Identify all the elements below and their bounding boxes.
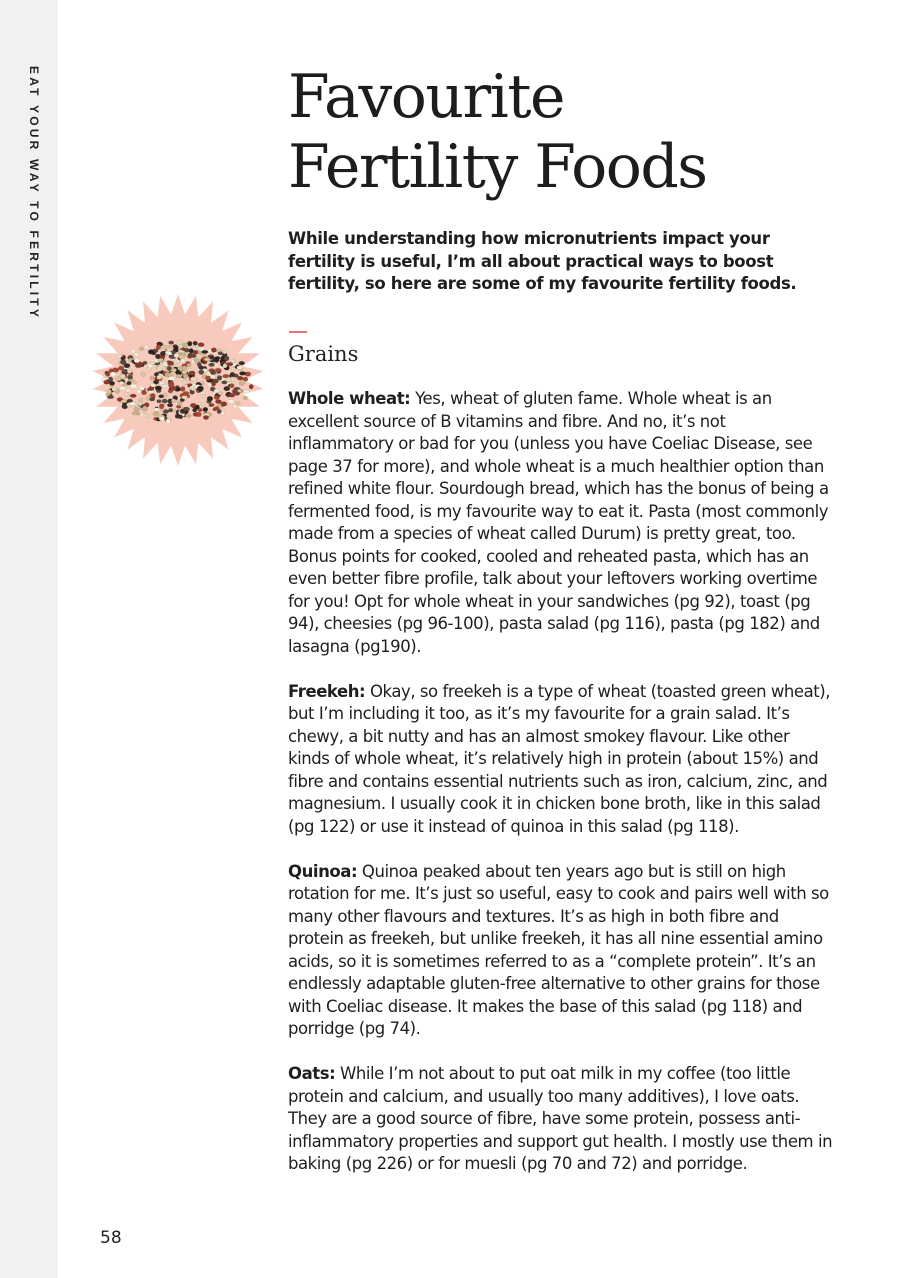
grain-seed	[180, 387, 185, 392]
grain-seed	[162, 345, 168, 350]
grain-seed	[156, 345, 161, 350]
grain-seed	[202, 350, 208, 353]
grain-seed	[144, 345, 149, 350]
grain-seed	[110, 372, 116, 377]
grain-seed	[209, 356, 214, 359]
grain-seed	[177, 401, 182, 406]
grain-seed	[169, 383, 175, 388]
grain-seed	[124, 393, 129, 397]
grain-seed	[197, 386, 203, 391]
grain-seed	[170, 372, 176, 376]
grain-seed	[129, 402, 136, 406]
grain-seed	[222, 349, 227, 354]
page-number: 58	[100, 1228, 122, 1248]
grain-seed	[162, 384, 168, 388]
grain-seed	[179, 355, 185, 359]
grain-seed	[143, 414, 148, 418]
grain-seed	[126, 388, 131, 392]
food-name: Whole wheat:	[288, 389, 411, 408]
grain-seed	[120, 386, 126, 390]
grain-seed	[243, 390, 250, 394]
grain-seed	[224, 386, 230, 391]
grain-seed	[182, 343, 188, 348]
running-title: EAT YOUR WAY TO FERTILITY	[27, 66, 41, 321]
grain-seed	[214, 389, 220, 392]
grain-seed	[182, 396, 188, 400]
page-title	[288, 62, 707, 202]
grain-seed	[154, 408, 159, 412]
grain-seed	[200, 403, 205, 406]
grain-seed	[118, 366, 124, 370]
grain-seed	[215, 368, 221, 372]
grain-seed	[159, 404, 164, 409]
grain-seed	[107, 395, 114, 398]
section-heading: Grains	[288, 342, 359, 366]
grain-seed	[239, 361, 245, 365]
grain-seed	[171, 399, 176, 403]
grain-seed	[180, 358, 185, 363]
grain-seed	[228, 399, 234, 403]
grain-seed	[131, 381, 136, 385]
grain-seed	[121, 356, 126, 360]
food-name: Oats:	[288, 1064, 336, 1083]
section-accent-rule	[289, 331, 307, 333]
grain-seed	[218, 352, 223, 355]
grain-seed	[149, 397, 155, 401]
grain-seed	[134, 407, 140, 412]
food-item-quinoa	[288, 861, 833, 1041]
grain-seed	[169, 341, 174, 345]
grain-seed	[142, 407, 148, 411]
grain-seed	[167, 351, 172, 355]
grain-seed	[224, 356, 229, 361]
food-name: Freekeh:	[288, 681, 366, 701]
grain-seed	[105, 371, 110, 375]
intro-paragraph: While understanding how micronutrients impact your fertility is useful, I’m all about practical ways to boost fertility, so here are some of my favourite fertility foods.	[288, 229, 797, 293]
grain-seed	[243, 396, 247, 400]
grain-seed	[230, 384, 235, 388]
page-title-line-1: Favourite	[288, 62, 564, 132]
grain-seed	[232, 389, 237, 394]
grain-seed	[183, 374, 188, 379]
grain-seed	[139, 347, 144, 351]
grain-seed	[182, 381, 188, 385]
food-description: Yes, wheat of gluten fame. Whole wheat is an excellent source of B vitamins and fibre. And no, it’s not inflammatory or bad for you (unless you have Coeliac Disease, see page 37 for more), and whole wheat is a much healthier option than refined white flour. Sourdough bread, which has the bonus of being a fermented food, is my favourite way to eat it. Pasta (most commonly made from a species of wheat called Durum) is pretty great, too. Bonus points for cooked, cooled and reheated pasta, which has an even better fibre profile, talk about your leftovers working overtime for you! Opt for whole wheat in your sandwiches (pg 92), toast (pg 94), cheesies (pg 96-100), pasta salad (pg 116), pasta (pg 182) and lasagna (pg190).	[288, 389, 829, 656]
grain-seed	[104, 380, 110, 384]
grain-seed	[178, 415, 183, 419]
grain-seed	[134, 359, 140, 363]
grain-seed	[163, 410, 169, 414]
food-name: Quinoa:	[288, 861, 358, 881]
food-description: Quinoa peaked about ten years ago but is still on high rotation for me. It’s just so useful, easy to cook and pairs well with so many other flavours and textures. It’s as high in both fibre and protein as freekeh, but unlike freekeh, it has all nine essential amino acids, so it is sometimes referred to as a “complete protein”. It’s an endlessly adaptable gluten-free alternative to other grains for those with Coeliac disease. It makes the base of this salad (pg 118) and porridge (pg 74).	[288, 861, 829, 1038]
grain-seed	[148, 387, 154, 391]
grain-seed	[174, 354, 179, 358]
grain-seed	[112, 387, 117, 391]
grain-seed	[235, 401, 240, 405]
grain-seed	[189, 349, 194, 354]
grain-seed	[119, 381, 124, 385]
grain-seed	[160, 351, 165, 356]
grain-seed	[172, 392, 178, 395]
grain-seed	[184, 348, 189, 352]
grain-seed	[157, 375, 162, 379]
grain-seed	[182, 370, 187, 374]
grain-seed	[187, 363, 191, 367]
food-item-oats	[288, 1063, 833, 1176]
grain-illustration	[88, 292, 268, 468]
grain-seed	[130, 394, 136, 398]
grain-seed	[191, 354, 197, 357]
grain-seed	[249, 384, 253, 389]
grain-seed	[214, 358, 219, 362]
grain-seed	[177, 340, 183, 345]
grain-seed	[149, 361, 155, 365]
grain-seed	[215, 400, 221, 404]
grain-seed	[143, 361, 148, 365]
grain-seed	[173, 345, 178, 349]
grain-seed	[127, 381, 131, 385]
page-title-line-2: Fertility Foods	[288, 132, 707, 202]
grain-seed	[237, 376, 243, 380]
grain-seed	[213, 379, 218, 383]
grain-seed	[150, 376, 154, 381]
grain-seed	[194, 359, 200, 363]
grain-seed	[199, 370, 204, 375]
grain-seed	[227, 377, 232, 381]
grain-seed	[115, 376, 121, 381]
grain-seed	[183, 391, 189, 395]
grain-seed	[226, 362, 233, 366]
grain-seed	[127, 369, 132, 374]
grain-seed	[205, 376, 210, 381]
grain-seed	[198, 343, 204, 347]
grain-seed	[141, 372, 146, 377]
grain-seed	[209, 363, 215, 367]
grain-seed	[176, 374, 182, 378]
grain-seed	[167, 403, 173, 407]
food-description: Okay, so freekeh is a type of wheat (toasted green wheat), but I’m including it too, as it’s my favourite for a grain salad. It’s chewy, a bit nutty and has an almost smokey flavour. Like other kinds of whole wheat, it’s relatively high in protein (about 15%) and fibre and contains essential nutrients such as iron, calcium, zinc, and magnesium. I usually cook it in chicken bone broth, like in this salad (pg 122) or use it instead of quinoa in this salad (pg 118).	[288, 681, 831, 836]
grain-seed	[148, 350, 154, 355]
grain-seed	[190, 377, 196, 382]
grain-seed	[237, 366, 243, 370]
food-item-freekeh	[288, 681, 833, 839]
grain-seed	[237, 389, 242, 392]
grain-seed	[132, 411, 138, 415]
grain-seed	[107, 389, 112, 393]
grain-seed	[109, 381, 114, 385]
grain-seed	[167, 366, 172, 371]
grain-seed	[182, 366, 187, 370]
grain-seed	[207, 396, 213, 401]
grain-seed	[138, 398, 143, 402]
grain-seed	[157, 400, 162, 403]
grain-seed	[183, 407, 189, 411]
grain-seed	[159, 395, 164, 398]
grain-seed	[222, 381, 228, 385]
grain-seed	[189, 371, 196, 376]
grain-seed	[162, 399, 167, 403]
grain-seed	[214, 395, 220, 399]
grain-seed	[207, 383, 212, 387]
grain-seed	[231, 368, 236, 371]
grain-seed	[223, 374, 229, 378]
grain-seed	[168, 408, 172, 412]
grain-seed	[137, 390, 142, 393]
grain-seed	[190, 403, 196, 407]
food-list	[288, 388, 833, 1198]
grain-seed	[198, 366, 203, 370]
grain-seed	[203, 415, 209, 419]
grain-seed	[185, 414, 191, 418]
grain-seed	[214, 406, 219, 410]
grain-seed	[131, 384, 137, 389]
grain-seed	[211, 348, 216, 353]
grain-seed	[201, 394, 206, 398]
grain-seed	[159, 417, 165, 421]
grain-seed	[230, 372, 235, 377]
grain-seed	[210, 371, 216, 375]
grain-seed	[193, 341, 198, 345]
food-item-whole-wheat	[288, 388, 833, 658]
grain-seed	[153, 411, 159, 416]
grain-seed	[134, 352, 139, 357]
food-description: While I’m not about to put oat milk in my coffee (too little protein and calcium, and usually too many additives), I love oats. They are a good source of fibre, have some protein, possess anti-inflammatory properties and support gut health. I mostly use them in baking (pg 226) or for muesli (pg 70 and 72) and porridge.	[288, 1064, 833, 1173]
grain-seed	[221, 402, 227, 407]
grain-seed	[209, 403, 215, 406]
grain-seed	[157, 366, 163, 371]
grain-seed	[142, 391, 147, 395]
grain-seed	[124, 363, 130, 368]
grain-seed	[150, 383, 155, 387]
grain-seed	[155, 386, 162, 390]
grain-seed	[239, 372, 245, 376]
grain-seed	[127, 375, 132, 379]
grain-seed	[168, 376, 175, 380]
grain-seed	[239, 382, 244, 386]
grain-seed	[203, 407, 208, 412]
grain-seed	[121, 400, 127, 403]
grain-seed	[196, 412, 201, 417]
